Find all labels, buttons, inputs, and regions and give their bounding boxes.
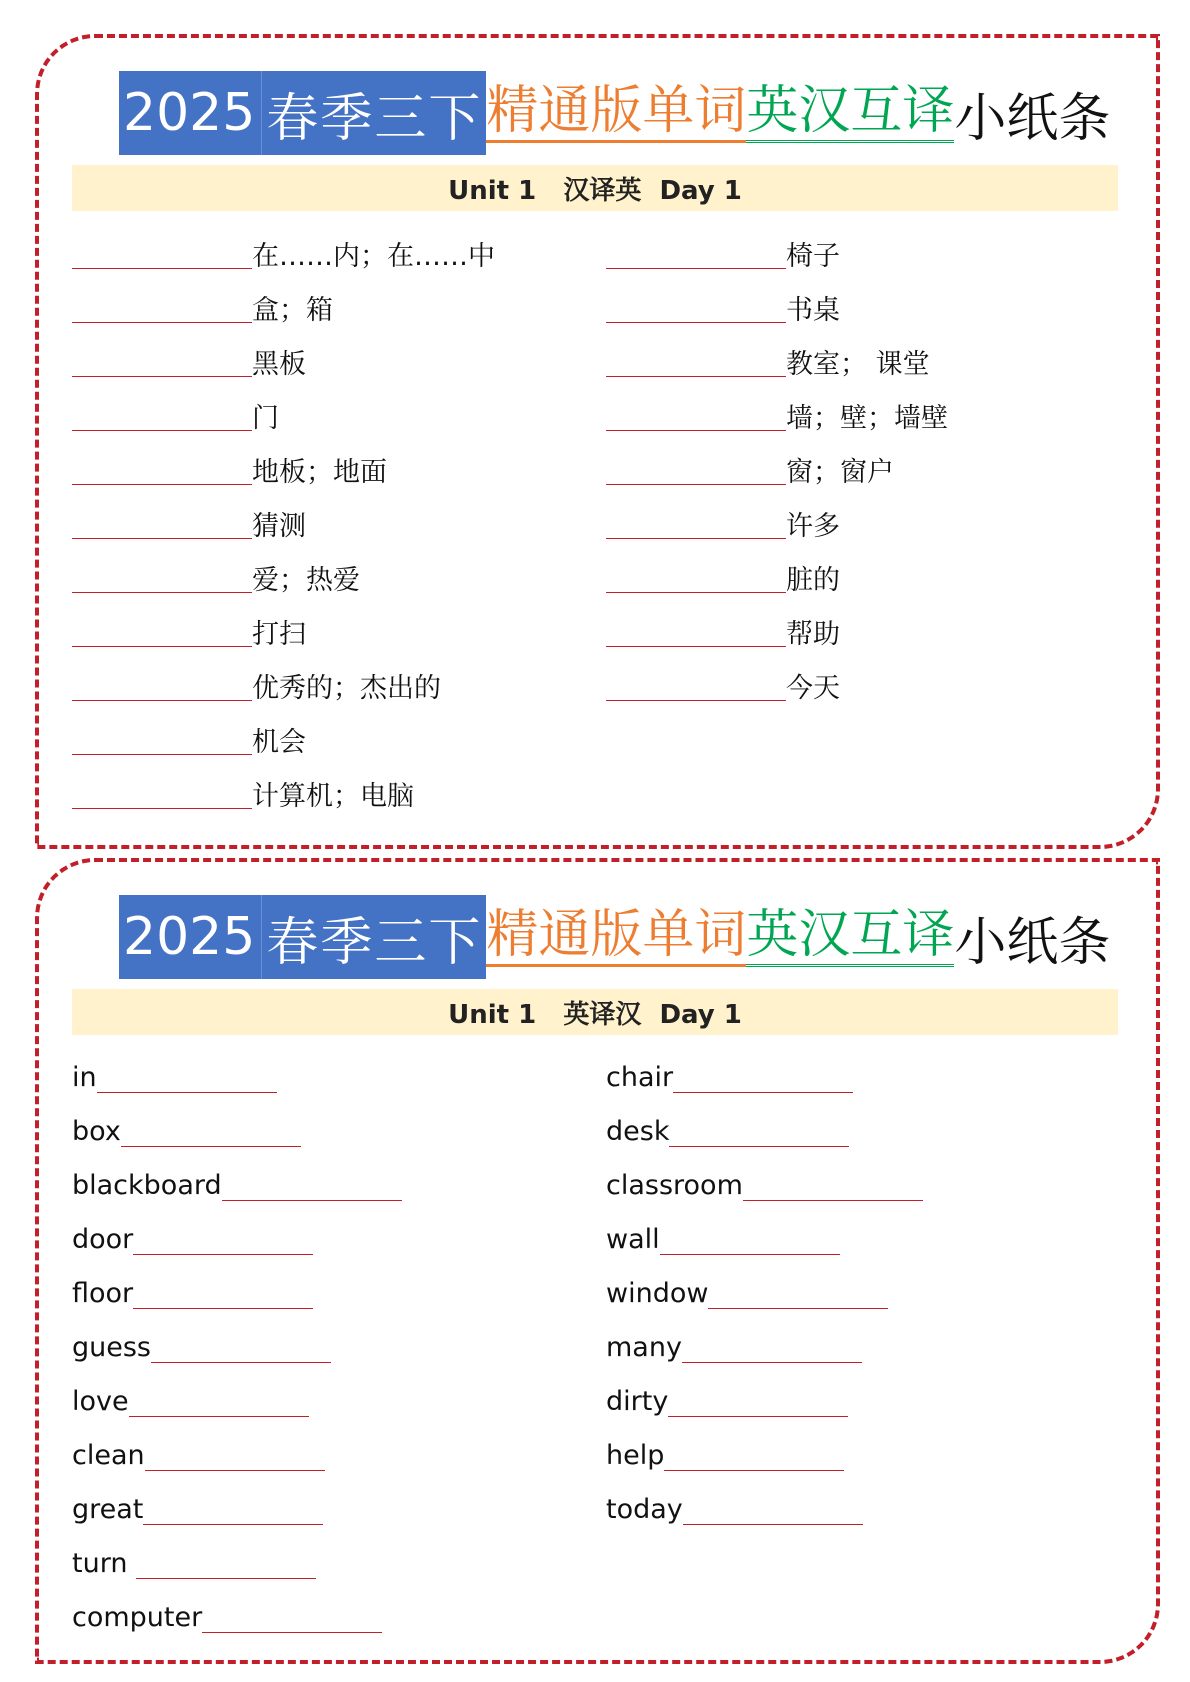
list-item (606, 280, 1126, 334)
left-column (72, 226, 592, 820)
prompt-text: blackboard (72, 1169, 222, 1201)
answer-blank[interactable] (72, 400, 252, 431)
answer-blank[interactable] (668, 1386, 848, 1417)
list-item (72, 550, 592, 604)
prompt-text: 门 (252, 402, 279, 434)
prompt-text: guess (72, 1331, 151, 1363)
answer-blank[interactable] (606, 238, 786, 269)
list-item (606, 604, 1126, 658)
list-item (72, 226, 592, 280)
answer-blank[interactable] (72, 778, 252, 809)
answer-blank[interactable] (72, 724, 252, 755)
answer-blank[interactable] (129, 1386, 309, 1417)
list-item (72, 712, 592, 766)
list-item (606, 1104, 1126, 1158)
list-item (72, 442, 592, 496)
prompt-text: 爱；热爱 (252, 564, 360, 596)
title-part-green: 英汉互译 (746, 907, 954, 967)
prompt-text: great (72, 1493, 144, 1525)
prompt-text: 机会 (252, 726, 306, 758)
answer-blank[interactable] (606, 346, 786, 377)
answer-blank[interactable] (682, 1332, 862, 1363)
list-item (72, 1104, 592, 1158)
prompt-text: 地板；地面 (252, 456, 387, 488)
list-item (72, 1536, 592, 1590)
title-season: 春季三下 (262, 895, 486, 979)
answer-blank[interactable] (222, 1170, 402, 1201)
list-item (606, 550, 1126, 604)
prompt-text: 脏的 (786, 564, 840, 596)
prompt-text: desk (606, 1115, 670, 1147)
prompt-text: wall (606, 1223, 660, 1255)
list-item (72, 604, 592, 658)
list-item (606, 334, 1126, 388)
title-part-green: 英汉互译 (746, 83, 954, 143)
list-item (72, 334, 592, 388)
list-item (606, 226, 1126, 280)
answer-blank[interactable] (72, 454, 252, 485)
prompt-text: 今天 (786, 672, 840, 704)
prompt-text: 盒；箱 (252, 294, 333, 326)
prompt-text: 猜测 (252, 510, 306, 542)
answer-blank[interactable] (606, 454, 786, 485)
list-item (72, 1482, 592, 1536)
prompt-text: 教室； 课堂 (786, 348, 930, 380)
prompt-text: window (606, 1277, 709, 1309)
answer-blank[interactable] (72, 508, 252, 539)
answer-blank[interactable] (97, 1062, 277, 1093)
prompt-text: 窗；窗户 (786, 456, 894, 488)
title-part-black: 小纸条 (954, 88, 1111, 149)
prompt-text: 打扫 (252, 618, 306, 650)
list-item (606, 1320, 1126, 1374)
answer-blank[interactable] (664, 1440, 844, 1471)
worksheet-card-cn-to-en (35, 34, 1160, 849)
answer-blank[interactable] (606, 670, 786, 701)
answer-blank[interactable] (743, 1170, 923, 1201)
answer-blank[interactable] (136, 1548, 316, 1579)
list-item (606, 496, 1126, 550)
answer-blank[interactable] (606, 292, 786, 323)
answer-blank[interactable] (202, 1602, 382, 1633)
prompt-text: 优秀的；杰出的 (252, 672, 441, 704)
list-item (606, 388, 1126, 442)
list-item (72, 1050, 592, 1104)
list-item (72, 1320, 592, 1374)
prompt-text: help (606, 1439, 665, 1471)
list-item (72, 658, 592, 712)
list-item (72, 1374, 592, 1428)
list-item (606, 1158, 1126, 1212)
right-column (606, 1050, 1126, 1536)
answer-blank[interactable] (151, 1332, 331, 1363)
list-item (72, 1158, 592, 1212)
answer-blank[interactable] (669, 1116, 849, 1147)
answer-blank[interactable] (708, 1278, 888, 1309)
prompt-text: turn (72, 1547, 137, 1579)
list-item (606, 1428, 1126, 1482)
worksheet-title (119, 71, 1110, 155)
answer-blank[interactable] (673, 1062, 853, 1093)
answer-blank[interactable] (133, 1224, 313, 1255)
list-item (606, 1212, 1126, 1266)
answer-blank[interactable] (145, 1440, 325, 1471)
prompt-text: many (606, 1331, 682, 1363)
list-item (606, 1050, 1126, 1104)
prompt-text: classroom (606, 1169, 743, 1201)
prompt-text: today (606, 1493, 683, 1525)
title-part-orange: 精通版单词 (486, 83, 746, 143)
answer-blank[interactable] (121, 1116, 301, 1147)
prompt-text: floor (72, 1277, 134, 1309)
list-item (606, 1482, 1126, 1536)
prompt-text: door (72, 1223, 134, 1255)
prompt-text: 黑板 (252, 348, 306, 380)
answer-blank[interactable] (133, 1278, 313, 1309)
list-item (606, 1374, 1126, 1428)
right-column (606, 226, 1126, 712)
prompt-text: in (72, 1061, 97, 1093)
list-item (72, 1590, 592, 1644)
answer-blank[interactable] (72, 238, 252, 269)
answer-blank[interactable] (606, 508, 786, 539)
answer-blank[interactable] (72, 346, 252, 377)
title-year: 2025 (119, 71, 262, 155)
worksheet-title (119, 895, 1110, 979)
prompt-text: 计算机；电脑 (252, 780, 414, 812)
answer-blank[interactable] (72, 292, 252, 323)
unit-banner: Unit 1 汉译英 Day 1 (72, 165, 1118, 211)
list-item (606, 1266, 1126, 1320)
answer-blank[interactable] (606, 400, 786, 431)
prompt-text: 许多 (786, 510, 840, 542)
prompt-text: box (72, 1115, 121, 1147)
title-part-black: 小纸条 (954, 912, 1111, 973)
prompt-text: 椅子 (786, 240, 840, 272)
list-item (72, 1266, 592, 1320)
prompt-text: 帮助 (786, 618, 840, 650)
prompt-text: chair (606, 1061, 674, 1093)
answer-blank[interactable] (143, 1494, 323, 1525)
answer-blank[interactable] (72, 616, 252, 647)
list-item (72, 1428, 592, 1482)
answer-blank[interactable] (72, 562, 252, 593)
title-year: 2025 (119, 895, 262, 979)
left-column (72, 1050, 592, 1644)
answer-blank[interactable] (660, 1224, 840, 1255)
prompt-text: love (72, 1385, 129, 1417)
prompt-text: clean (72, 1439, 145, 1471)
answer-blank[interactable] (606, 562, 786, 593)
unit-banner: Unit 1 英译汉 Day 1 (72, 989, 1118, 1035)
list-item (72, 280, 592, 334)
list-item (72, 496, 592, 550)
prompt-text: computer (72, 1601, 203, 1633)
prompt-text: 墙；壁；墙壁 (786, 402, 948, 434)
title-part-orange: 精通版单词 (486, 907, 746, 967)
list-item (72, 388, 592, 442)
prompt-text: 在……内；在……中 (252, 240, 495, 272)
list-item (606, 658, 1126, 712)
list-item (72, 766, 592, 820)
answer-blank[interactable] (72, 670, 252, 701)
answer-blank[interactable] (683, 1494, 863, 1525)
title-season: 春季三下 (262, 71, 486, 155)
answer-blank[interactable] (606, 616, 786, 647)
prompt-text: 书桌 (786, 294, 840, 326)
worksheet-card-en-to-cn (35, 858, 1160, 1664)
list-item (72, 1212, 592, 1266)
prompt-text: dirty (606, 1385, 669, 1417)
list-item (606, 442, 1126, 496)
